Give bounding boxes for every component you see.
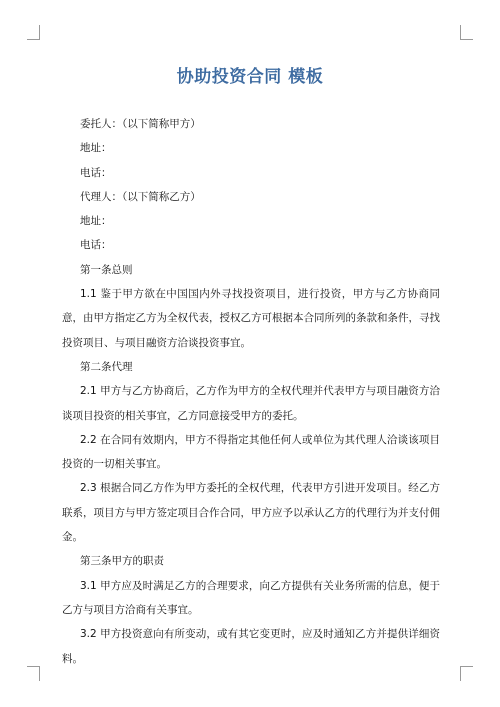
clause-paragraph: 3.1 甲方应及时满足乙方的合理要求，向乙方提供有关业务所需的信息，便于乙方与项目方洽商有关事宜。 — [62, 579, 440, 616]
agent-field: 代理人：（以下简称乙方） — [80, 190, 201, 203]
clause-paragraph: 2.1 甲方与乙方协商后，乙方作为甲方的全权代理并代表甲方与项目融资方洽谈项目投资的相关事宜，乙方同意接受甲方的委托。 — [62, 385, 440, 422]
clause-paragraph: 2.2 在合同有效期内，甲方不得指定其他任何人或单位为其代理人洽谈该项目投资的一切相关事宜。 — [62, 433, 440, 471]
document-body — [62, 112, 440, 671]
crop-mark-top-left — [27, 25, 40, 40]
clause-paragraph: 3.2 甲方投资意向有所变动，或有其它变更时，应及时通知乙方并提供详细资料。 — [62, 628, 440, 665]
section-heading: 第三条甲方的职责 — [80, 555, 164, 568]
crop-mark-top-right — [460, 25, 473, 40]
section-heading: 第一条总则 — [80, 263, 133, 276]
crop-mark-bottom-left — [27, 666, 40, 681]
clause-paragraph: 2.3 根据合同乙方作为甲方委托的全权代理，代表甲方引进开发项目。经乙方联系，项目方与甲方签定项目合作合同，甲方应予以承认乙方的代理行为并支付佣金。 — [62, 482, 440, 544]
principal-address-field: 地址： — [80, 142, 112, 155]
crop-mark-bottom-right — [460, 666, 473, 681]
principal-field: 委托人：（以下简称甲方） — [80, 118, 201, 130]
clause-paragraph: 1.1 鉴于甲方欲在中国国内外寻找投资项目，进行投资，甲方与乙方协商同意，由甲方指定乙方为全权代表，授权乙方可根据本合同所列的条款和条件，寻找投资项目、与项目融资方洽谈投资事宜。 — [62, 288, 440, 349]
principal-phone-field: 电话： — [80, 166, 112, 179]
document-title: 协助投资合同 模板 — [176, 67, 324, 87]
agent-phone-field: 电话： — [80, 239, 112, 252]
section-heading: 第二条代理 — [80, 360, 133, 373]
agent-address-field: 地址： — [80, 215, 112, 228]
